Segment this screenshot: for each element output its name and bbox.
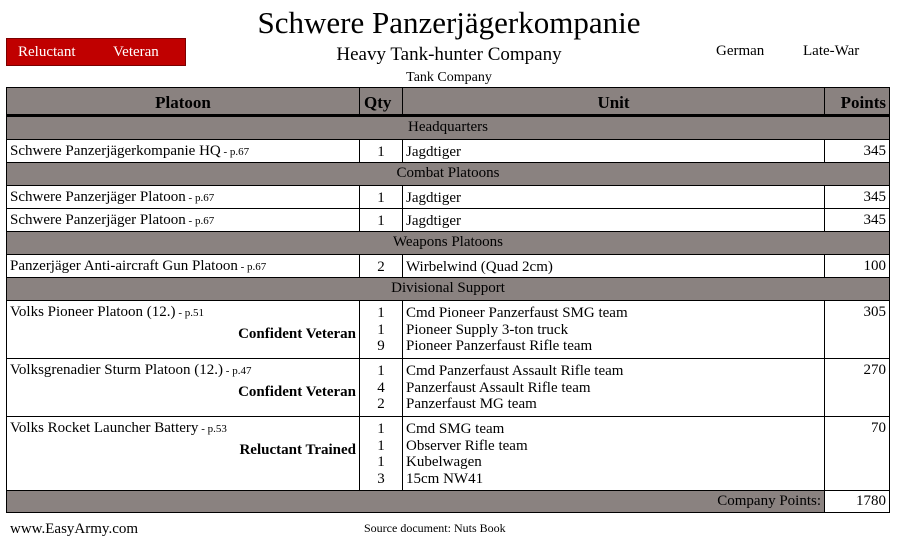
unit-name: Cmd Panzerfaust Assault Rifle team — [406, 363, 624, 379]
table-row — [7, 417, 890, 491]
unit-quantity: 9 — [377, 338, 385, 354]
period-label: Late-War — [803, 43, 860, 59]
section-header-row — [7, 116, 890, 140]
platoon-rating: Confident Veteran — [238, 384, 356, 400]
points-cell: 305 — [825, 301, 890, 359]
platoon-rating: Reluctant Trained — [239, 442, 356, 458]
unit-name: Panzerfaust Assault Rifle team — [406, 379, 591, 396]
unit-name: Panzerfaust MG team — [406, 396, 537, 412]
points-cell: 345 — [825, 140, 890, 163]
unit-cell — [403, 209, 825, 232]
unit-cell — [403, 301, 825, 359]
unit-quantity: 1 — [377, 437, 385, 454]
unit-quantity: 3 — [377, 470, 385, 487]
company-points-value: 1780 — [825, 491, 890, 513]
company-subtitle: Heavy Tank-hunter Company — [336, 44, 562, 65]
platoon-cell — [7, 359, 360, 417]
source-document: Source document: Nuts Book — [364, 521, 506, 535]
section-header-row — [7, 232, 890, 255]
unit-quantity: 1 — [377, 421, 385, 437]
points-cell: 100 — [825, 255, 890, 278]
unit-quantity: 1 — [377, 305, 385, 321]
unit-cell — [403, 359, 825, 417]
points-cell: 270 — [825, 359, 890, 417]
company-title: Schwere Panzerjägerkompanie — [257, 5, 641, 40]
unit-quantity: 1 — [377, 144, 385, 160]
qty-cell — [360, 186, 403, 209]
army-list-table — [6, 87, 890, 513]
unit-name: Jagdtiger — [406, 190, 461, 206]
platoon-name: Schwere Panzerjäger Platoon — [10, 212, 186, 228]
platoon-name: Schwere Panzerjäger Platoon — [10, 189, 186, 205]
table-body — [7, 116, 890, 491]
skill-label: Veteran — [113, 44, 159, 60]
unit-name: Jagdtiger — [406, 144, 461, 160]
motivation-skill-badge — [6, 38, 186, 66]
unit-cell — [403, 140, 825, 163]
unit-cell — [403, 417, 825, 491]
page-reference: - p.67 — [185, 192, 215, 204]
platoon-name: Volksgrenadier Sturm Platoon (12.) — [10, 362, 224, 378]
page-reference: - p.53 — [198, 423, 227, 435]
page-reference: - p.67 — [185, 215, 215, 227]
section-header-row — [7, 163, 890, 186]
unit-name: Pioneer Supply 3-ton truck — [406, 321, 569, 338]
platoon-cell — [7, 140, 360, 163]
table-row — [7, 186, 890, 209]
platoon-name: Schwere Panzerjägerkompanie HQ — [10, 143, 221, 159]
qty-cell — [360, 301, 403, 359]
qty-cell — [360, 209, 403, 232]
platoon-name: Volks Rocket Launcher Battery — [10, 420, 199, 436]
unit-cell — [403, 186, 825, 209]
section-label: Divisional Support — [7, 278, 890, 301]
unit-quantity: 1 — [377, 190, 385, 206]
platoon-cell — [7, 255, 360, 278]
platoon-cell — [7, 209, 360, 232]
unit-name: Observer Rifle team — [406, 437, 528, 454]
unit-quantity: 1 — [377, 213, 385, 229]
unit-name: Cmd SMG team — [406, 421, 505, 437]
section-label: Combat Platoons — [7, 163, 890, 186]
qty-cell — [360, 359, 403, 417]
section-header-row — [7, 278, 890, 301]
platoon-column-header: Platoon — [7, 88, 360, 116]
unit-column-header: Unit — [403, 88, 825, 116]
qty-column-header: Qty — [360, 88, 403, 116]
website-link[interactable]: www.EasyArmy.com — [10, 521, 139, 537]
nation-label: German — [716, 43, 765, 59]
company-type: Tank Company — [406, 70, 492, 85]
page-reference: - p.47 — [223, 365, 252, 377]
table-row — [7, 255, 890, 278]
unit-quantity: 1 — [377, 321, 385, 338]
company-points-label: Company Points: — [7, 491, 825, 513]
table-row — [7, 140, 890, 163]
unit-cell — [403, 255, 825, 278]
page-reference: - p.67 — [220, 146, 250, 158]
unit-quantity: 4 — [377, 379, 385, 396]
points-cell: 345 — [825, 186, 890, 209]
unit-quantity: 1 — [377, 454, 385, 470]
qty-cell — [360, 255, 403, 278]
page-reference: - p.51 — [175, 307, 204, 319]
platoon-rating: Confident Veteran — [238, 326, 356, 342]
platoon-name: Volks Pioneer Platoon (12.) — [10, 304, 176, 320]
points-column-header: Points — [825, 88, 890, 116]
unit-quantity: 2 — [377, 396, 385, 412]
qty-cell — [360, 140, 403, 163]
unit-name: 15cm NW41 — [406, 470, 484, 487]
unit-name: Pioneer Panzerfaust Rifle team — [406, 338, 593, 354]
unit-name: Cmd Pioneer Panzerfaust SMG team — [406, 305, 628, 321]
points-cell: 345 — [825, 209, 890, 232]
table-row — [7, 359, 890, 417]
platoon-cell — [7, 301, 360, 359]
points-cell: 70 — [825, 417, 890, 491]
page-reference: - p.67 — [237, 261, 267, 273]
section-label: Headquarters — [7, 116, 890, 140]
unit-quantity: 1 — [377, 363, 385, 379]
unit-quantity: 2 — [377, 259, 385, 275]
table-row — [7, 209, 890, 232]
unit-name: Wirbelwind (Quad 2cm) — [406, 259, 553, 275]
unit-name: Jagdtiger — [406, 213, 461, 229]
qty-cell — [360, 417, 403, 491]
table-header-row — [7, 88, 890, 116]
table-row — [7, 301, 890, 359]
section-label: Weapons Platoons — [7, 232, 890, 255]
platoon-name: Panzerjäger Anti-aircraft Gun Platoon — [10, 258, 238, 274]
unit-name: Kubelwagen — [406, 454, 482, 470]
platoon-cell — [7, 186, 360, 209]
motivation-label: Reluctant — [18, 44, 76, 60]
platoon-cell — [7, 417, 360, 491]
total-row — [7, 491, 890, 513]
